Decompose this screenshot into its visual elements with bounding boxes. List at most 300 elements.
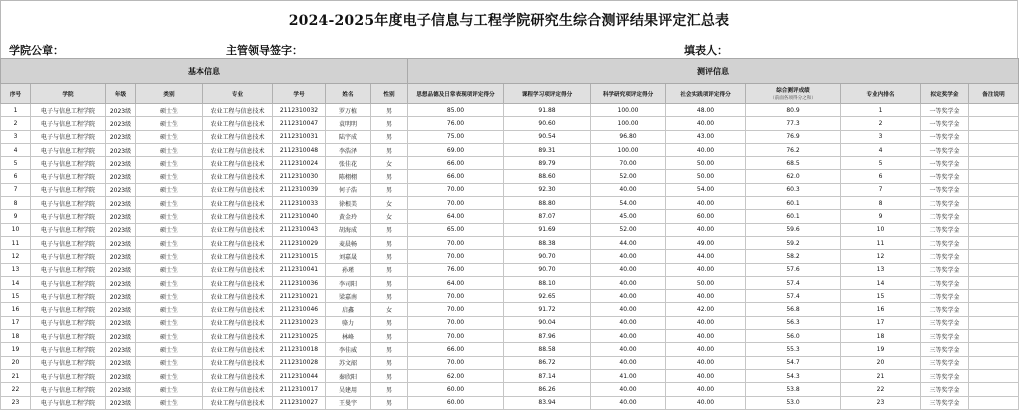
major-cell[interactable]: 农业工程与信息技术 [203,143,273,156]
student-id-cell[interactable]: 2112310029 [273,236,326,249]
scholarship-cell[interactable]: 三等奖学金 [921,356,969,369]
evaluation-info-header[interactable]: 测评信息 [408,59,1019,84]
row-number-cell[interactable]: 9 [1,210,31,223]
remark-cell[interactable] [969,356,1019,369]
remark-cell[interactable] [969,276,1019,289]
name-cell[interactable]: 李浩泽 [326,143,371,156]
moral-score-cell[interactable]: 70.00 [408,330,504,343]
gender-cell[interactable]: 男 [371,236,408,249]
course-score-cell[interactable]: 88.80 [504,197,591,210]
name-cell[interactable]: 秦欣阳 [326,369,371,382]
research-score-cell[interactable]: 70.00 [591,157,666,170]
scholarship-cell[interactable]: 三等奖学金 [921,316,969,329]
major-cell[interactable]: 农业工程与信息技术 [203,250,273,263]
grade-cell[interactable]: 2023级 [106,183,136,196]
composite-score-cell[interactable]: 58.2 [746,250,841,263]
course-score-cell[interactable]: 91.69 [504,223,591,236]
scholarship-cell[interactable]: 三等奖学金 [921,330,969,343]
col-header-college[interactable]: 学院 [31,84,106,104]
row-number-cell[interactable]: 8 [1,197,31,210]
college-cell[interactable]: 电子与信息工程学院 [31,170,106,183]
major-cell[interactable]: 农业工程与信息技术 [203,197,273,210]
col-header-remark[interactable]: 备注说明 [969,84,1019,104]
course-score-cell[interactable]: 89.79 [504,157,591,170]
course-score-cell[interactable]: 83.94 [504,396,591,409]
category-cell[interactable]: 硕士生 [136,396,203,409]
research-score-cell[interactable]: 52.00 [591,223,666,236]
scholarship-cell[interactable]: 三等奖学金 [921,383,969,396]
college-cell[interactable]: 电子与信息工程学院 [31,250,106,263]
student-id-cell[interactable]: 2112310030 [273,170,326,183]
rank-cell[interactable]: 17 [841,316,921,329]
composite-score-cell[interactable]: 60.1 [746,197,841,210]
composite-score-cell[interactable]: 56.8 [746,303,841,316]
moral-score-cell[interactable]: 66.00 [408,170,504,183]
row-number-cell[interactable]: 17 [1,316,31,329]
gender-cell[interactable]: 男 [371,170,408,183]
gender-cell[interactable]: 男 [371,223,408,236]
grade-cell[interactable]: 2023级 [106,117,136,130]
practice-score-cell[interactable]: 48.00 [666,104,746,117]
name-cell[interactable]: 苏文韶 [326,356,371,369]
major-cell[interactable]: 农业工程与信息技术 [203,263,273,276]
remark-cell[interactable] [969,250,1019,263]
research-score-cell[interactable]: 40.00 [591,276,666,289]
moral-score-cell[interactable]: 60.00 [408,396,504,409]
student-id-cell[interactable]: 2112310015 [273,250,326,263]
row-number-cell[interactable]: 4 [1,143,31,156]
research-score-cell[interactable]: 40.00 [591,383,666,396]
practice-score-cell[interactable]: 50.00 [666,170,746,183]
course-score-cell[interactable]: 92.65 [504,290,591,303]
col-header-name[interactable]: 姓名 [326,84,371,104]
row-number-cell[interactable]: 1 [1,104,31,117]
remark-cell[interactable] [969,369,1019,382]
moral-score-cell[interactable]: 76.00 [408,263,504,276]
composite-score-cell[interactable]: 80.9 [746,104,841,117]
row-number-cell[interactable]: 23 [1,396,31,409]
rank-cell[interactable]: 11 [841,236,921,249]
col-header-student-id[interactable]: 学号 [273,84,326,104]
moral-score-cell[interactable]: 70.00 [408,197,504,210]
row-number-cell[interactable]: 22 [1,383,31,396]
gender-cell[interactable]: 男 [371,330,408,343]
scholarship-cell[interactable]: 三等奖学金 [921,396,969,409]
row-number-cell[interactable]: 21 [1,369,31,382]
composite-score-cell[interactable]: 59.2 [746,236,841,249]
practice-score-cell[interactable]: 40.00 [666,383,746,396]
research-score-cell[interactable]: 40.00 [591,316,666,329]
course-score-cell[interactable]: 90.70 [504,263,591,276]
college-cell[interactable]: 电子与信息工程学院 [31,197,106,210]
gender-cell[interactable]: 女 [371,157,408,170]
course-score-cell[interactable]: 90.70 [504,250,591,263]
name-cell[interactable]: 张佳花 [326,157,371,170]
student-id-cell[interactable]: 2112310024 [273,157,326,170]
college-cell[interactable]: 电子与信息工程学院 [31,236,106,249]
remark-cell[interactable] [969,157,1019,170]
college-cell[interactable]: 电子与信息工程学院 [31,303,106,316]
category-cell[interactable]: 硕士生 [136,143,203,156]
composite-score-cell[interactable]: 76.9 [746,130,841,143]
practice-score-cell[interactable]: 40.00 [666,143,746,156]
research-score-cell[interactable]: 45.00 [591,210,666,223]
remark-cell[interactable] [969,396,1019,409]
name-cell[interactable]: 黄金玲 [326,210,371,223]
student-id-cell[interactable]: 2112310044 [273,369,326,382]
college-cell[interactable]: 电子与信息工程学院 [31,130,106,143]
row-number-cell[interactable]: 7 [1,183,31,196]
row-number-cell[interactable]: 15 [1,290,31,303]
col-header-scholarship[interactable]: 拟定奖学金 [921,84,969,104]
rank-cell[interactable]: 18 [841,330,921,343]
grade-cell[interactable]: 2023级 [106,303,136,316]
practice-score-cell[interactable]: 40.00 [666,356,746,369]
col-header-composite-score[interactable] [746,84,841,104]
grade-cell[interactable]: 2023级 [106,130,136,143]
moral-score-cell[interactable]: 69.00 [408,143,504,156]
student-id-cell[interactable]: 2112310032 [273,104,326,117]
gender-cell[interactable]: 男 [371,183,408,196]
row-number-cell[interactable]: 12 [1,250,31,263]
composite-score-cell[interactable]: 56.3 [746,316,841,329]
college-cell[interactable]: 电子与信息工程学院 [31,383,106,396]
major-cell[interactable]: 农业工程与信息技术 [203,223,273,236]
grade-cell[interactable]: 2023级 [106,210,136,223]
moral-score-cell[interactable]: 66.00 [408,343,504,356]
name-cell[interactable]: 刘嘉晟 [326,250,371,263]
grade-cell[interactable]: 2023级 [106,250,136,263]
grade-cell[interactable]: 2023级 [106,316,136,329]
category-cell[interactable]: 硕士生 [136,383,203,396]
row-number-cell[interactable]: 18 [1,330,31,343]
moral-score-cell[interactable]: 62.00 [408,369,504,382]
major-cell[interactable]: 农业工程与信息技术 [203,236,273,249]
research-score-cell[interactable]: 44.00 [591,236,666,249]
major-cell[interactable]: 农业工程与信息技术 [203,104,273,117]
category-cell[interactable]: 硕士生 [136,250,203,263]
rank-cell[interactable]: 6 [841,170,921,183]
rank-cell[interactable]: 13 [841,263,921,276]
research-score-cell[interactable]: 40.00 [591,343,666,356]
practice-score-cell[interactable]: 40.00 [666,343,746,356]
major-cell[interactable]: 农业工程与信息技术 [203,343,273,356]
composite-score-cell[interactable]: 76.2 [746,143,841,156]
basic-info-header[interactable]: 基本信息 [1,59,408,84]
research-score-cell[interactable]: 40.00 [591,330,666,343]
major-cell[interactable]: 农业工程与信息技术 [203,369,273,382]
student-id-cell[interactable]: 2112310040 [273,210,326,223]
rank-cell[interactable]: 10 [841,223,921,236]
row-number-cell[interactable]: 20 [1,356,31,369]
course-score-cell[interactable]: 88.60 [504,170,591,183]
gender-cell[interactable]: 男 [371,316,408,329]
grade-cell[interactable]: 2023级 [106,236,136,249]
rank-cell[interactable]: 23 [841,396,921,409]
rank-cell[interactable]: 14 [841,276,921,289]
moral-score-cell[interactable]: 66.00 [408,157,504,170]
college-cell[interactable]: 电子与信息工程学院 [31,210,106,223]
course-score-cell[interactable]: 86.72 [504,356,591,369]
course-score-cell[interactable]: 88.38 [504,236,591,249]
gender-cell[interactable]: 男 [371,263,408,276]
category-cell[interactable]: 硕士生 [136,157,203,170]
college-cell[interactable]: 电子与信息工程学院 [31,343,106,356]
composite-score-cell[interactable]: 54.3 [746,369,841,382]
composite-score-cell[interactable]: 53.8 [746,383,841,396]
gender-cell[interactable]: 男 [371,130,408,143]
practice-score-cell[interactable]: 43.00 [666,130,746,143]
rank-cell[interactable]: 8 [841,197,921,210]
practice-score-cell[interactable]: 54.00 [666,183,746,196]
research-score-cell[interactable]: 100.00 [591,104,666,117]
name-cell[interactable]: 启鑫 [326,303,371,316]
major-cell[interactable]: 农业工程与信息技术 [203,130,273,143]
course-score-cell[interactable]: 87.14 [504,369,591,382]
col-header-major[interactable]: 专业 [203,84,273,104]
student-id-cell[interactable]: 2112310028 [273,356,326,369]
student-id-cell[interactable]: 2112310047 [273,117,326,130]
student-id-cell[interactable]: 2112310023 [273,316,326,329]
name-cell[interactable]: 袁明明 [326,117,371,130]
name-cell[interactable]: 麦晨畅 [326,236,371,249]
name-cell[interactable]: 林峰 [326,330,371,343]
scholarship-cell[interactable]: 一等奖学金 [921,117,969,130]
name-cell[interactable]: 陆宇成 [326,130,371,143]
major-cell[interactable]: 农业工程与信息技术 [203,117,273,130]
composite-score-cell[interactable]: 77.3 [746,117,841,130]
student-id-cell[interactable]: 2112310021 [273,290,326,303]
research-score-cell[interactable]: 40.00 [591,183,666,196]
research-score-cell[interactable]: 100.00 [591,143,666,156]
research-score-cell[interactable]: 100.00 [591,117,666,130]
course-score-cell[interactable]: 88.58 [504,343,591,356]
moral-score-cell[interactable]: 70.00 [408,250,504,263]
grade-cell[interactable]: 2023级 [106,369,136,382]
category-cell[interactable]: 硕士生 [136,170,203,183]
college-cell[interactable]: 电子与信息工程学院 [31,396,106,409]
col-header-research-score[interactable]: 科学研究项评定得分 [591,84,666,104]
remark-cell[interactable] [969,104,1019,117]
composite-score-cell[interactable]: 57.6 [746,263,841,276]
scholarship-cell[interactable]: 一等奖学金 [921,157,969,170]
name-cell[interactable]: 骆力 [326,316,371,329]
practice-score-cell[interactable]: 50.00 [666,276,746,289]
practice-score-cell[interactable]: 60.00 [666,210,746,223]
remark-cell[interactable] [969,117,1019,130]
rank-cell[interactable]: 22 [841,383,921,396]
row-number-cell[interactable]: 10 [1,223,31,236]
course-score-cell[interactable]: 87.96 [504,330,591,343]
remark-cell[interactable] [969,223,1019,236]
course-score-cell[interactable]: 87.07 [504,210,591,223]
grade-cell[interactable]: 2023级 [106,263,136,276]
course-score-cell[interactable]: 89.31 [504,143,591,156]
composite-score-cell[interactable]: 57.4 [746,276,841,289]
gender-cell[interactable]: 男 [371,143,408,156]
moral-score-cell[interactable]: 70.00 [408,303,504,316]
practice-score-cell[interactable]: 49.00 [666,236,746,249]
remark-cell[interactable] [969,383,1019,396]
major-cell[interactable]: 农业工程与信息技术 [203,330,273,343]
composite-score-cell[interactable]: 62.0 [746,170,841,183]
gender-cell[interactable]: 男 [371,290,408,303]
scholarship-cell[interactable]: 一等奖学金 [921,130,969,143]
college-cell[interactable]: 电子与信息工程学院 [31,276,106,289]
major-cell[interactable]: 农业工程与信息技术 [203,183,273,196]
row-number-cell[interactable]: 2 [1,117,31,130]
remark-cell[interactable] [969,316,1019,329]
category-cell[interactable]: 硕士生 [136,183,203,196]
rank-cell[interactable]: 5 [841,157,921,170]
col-header-rank[interactable]: 专业内排名 [841,84,921,104]
student-id-cell[interactable]: 2112310033 [273,197,326,210]
row-number-cell[interactable]: 6 [1,170,31,183]
practice-score-cell[interactable]: 40.00 [666,263,746,276]
moral-score-cell[interactable]: 64.00 [408,276,504,289]
course-score-cell[interactable]: 88.10 [504,276,591,289]
practice-score-cell[interactable]: 40.00 [666,330,746,343]
grade-cell[interactable]: 2023级 [106,330,136,343]
grade-cell[interactable]: 2023级 [106,157,136,170]
rank-cell[interactable]: 4 [841,143,921,156]
name-cell[interactable]: 李佳威 [326,343,371,356]
gender-cell[interactable]: 女 [371,303,408,316]
remark-cell[interactable] [969,143,1019,156]
scholarship-cell[interactable]: 二等奖学金 [921,223,969,236]
major-cell[interactable]: 农业工程与信息技术 [203,303,273,316]
moral-score-cell[interactable]: 60.00 [408,383,504,396]
student-id-cell[interactable]: 2112310041 [273,263,326,276]
major-cell[interactable]: 农业工程与信息技术 [203,276,273,289]
moral-score-cell[interactable]: 70.00 [408,236,504,249]
moral-score-cell[interactable]: 70.00 [408,316,504,329]
research-score-cell[interactable]: 40.00 [591,250,666,263]
practice-score-cell[interactable]: 44.00 [666,250,746,263]
college-cell[interactable]: 电子与信息工程学院 [31,104,106,117]
college-cell[interactable]: 电子与信息工程学院 [31,330,106,343]
scholarship-cell[interactable]: 二等奖学金 [921,210,969,223]
research-score-cell[interactable]: 40.00 [591,356,666,369]
remark-cell[interactable] [969,343,1019,356]
practice-score-cell[interactable]: 40.00 [666,223,746,236]
grade-cell[interactable]: 2023级 [106,290,136,303]
college-cell[interactable]: 电子与信息工程学院 [31,369,106,382]
scholarship-cell[interactable]: 二等奖学金 [921,197,969,210]
practice-score-cell[interactable]: 40.00 [666,316,746,329]
col-header-moral-score[interactable]: 思想品德及日常表现项评定得分 [408,84,504,104]
name-cell[interactable]: 李司阳 [326,276,371,289]
scholarship-cell[interactable]: 三等奖学金 [921,369,969,382]
gender-cell[interactable]: 男 [371,250,408,263]
gender-cell[interactable]: 男 [371,383,408,396]
rank-cell[interactable]: 20 [841,356,921,369]
category-cell[interactable]: 硕士生 [136,330,203,343]
rank-cell[interactable]: 3 [841,130,921,143]
name-cell[interactable]: 何子浩 [326,183,371,196]
moral-score-cell[interactable]: 64.00 [408,210,504,223]
student-id-cell[interactable]: 2112310043 [273,223,326,236]
scholarship-cell[interactable]: 二等奖学金 [921,290,969,303]
rank-cell[interactable]: 7 [841,183,921,196]
category-cell[interactable]: 硕士生 [136,316,203,329]
student-id-cell[interactable]: 2112310018 [273,343,326,356]
practice-score-cell[interactable]: 40.00 [666,369,746,382]
college-cell[interactable]: 电子与信息工程学院 [31,183,106,196]
grade-cell[interactable]: 2023级 [106,356,136,369]
practice-score-cell[interactable]: 40.00 [666,290,746,303]
rank-cell[interactable]: 2 [841,117,921,130]
grade-cell[interactable]: 2023级 [106,197,136,210]
moral-score-cell[interactable]: 65.00 [408,223,504,236]
name-cell[interactable]: 梁嘉南 [326,290,371,303]
grade-cell[interactable]: 2023级 [106,104,136,117]
scholarship-cell[interactable]: 一等奖学金 [921,104,969,117]
grade-cell[interactable]: 2023级 [106,170,136,183]
composite-score-cell[interactable]: 55.3 [746,343,841,356]
scholarship-cell[interactable]: 二等奖学金 [921,303,969,316]
rank-cell[interactable]: 21 [841,369,921,382]
category-cell[interactable]: 硕士生 [136,223,203,236]
scholarship-cell[interactable]: 二等奖学金 [921,236,969,249]
grade-cell[interactable]: 2023级 [106,276,136,289]
major-cell[interactable]: 农业工程与信息技术 [203,356,273,369]
grade-cell[interactable]: 2023级 [106,343,136,356]
gender-cell[interactable]: 男 [371,343,408,356]
course-score-cell[interactable]: 86.26 [504,383,591,396]
student-id-cell[interactable]: 2112310025 [273,330,326,343]
college-cell[interactable]: 电子与信息工程学院 [31,223,106,236]
category-cell[interactable]: 硕士生 [136,263,203,276]
research-score-cell[interactable]: 40.00 [591,263,666,276]
student-id-cell[interactable]: 2112310027 [273,396,326,409]
major-cell[interactable]: 农业工程与信息技术 [203,157,273,170]
major-cell[interactable]: 农业工程与信息技术 [203,290,273,303]
scholarship-cell[interactable]: 一等奖学金 [921,170,969,183]
moral-score-cell[interactable]: 70.00 [408,356,504,369]
scholarship-cell[interactable]: 三等奖学金 [921,343,969,356]
name-cell[interactable]: 胡海成 [326,223,371,236]
category-cell[interactable]: 硕士生 [136,104,203,117]
remark-cell[interactable] [969,170,1019,183]
practice-score-cell[interactable]: 42.00 [666,303,746,316]
remark-cell[interactable] [969,290,1019,303]
category-cell[interactable]: 硕士生 [136,197,203,210]
row-number-cell[interactable]: 16 [1,303,31,316]
row-number-cell[interactable]: 19 [1,343,31,356]
major-cell[interactable]: 农业工程与信息技术 [203,170,273,183]
student-id-cell[interactable]: 2112310039 [273,183,326,196]
name-cell[interactable]: 王曼宇 [326,396,371,409]
research-score-cell[interactable]: 40.00 [591,303,666,316]
scholarship-cell[interactable]: 二等奖学金 [921,263,969,276]
major-cell[interactable]: 农业工程与信息技术 [203,316,273,329]
composite-score-cell[interactable]: 68.5 [746,157,841,170]
category-cell[interactable]: 硕士生 [136,210,203,223]
grade-cell[interactable]: 2023级 [106,383,136,396]
gender-cell[interactable]: 男 [371,117,408,130]
composite-score-cell[interactable]: 56.0 [746,330,841,343]
row-number-cell[interactable]: 11 [1,236,31,249]
rank-cell[interactable]: 12 [841,250,921,263]
composite-score-cell[interactable]: 57.4 [746,290,841,303]
remark-cell[interactable] [969,303,1019,316]
student-id-cell[interactable]: 2112310031 [273,130,326,143]
composite-score-cell[interactable]: 60.1 [746,210,841,223]
category-cell[interactable]: 硕士生 [136,369,203,382]
category-cell[interactable]: 硕士生 [136,356,203,369]
rank-cell[interactable]: 9 [841,210,921,223]
